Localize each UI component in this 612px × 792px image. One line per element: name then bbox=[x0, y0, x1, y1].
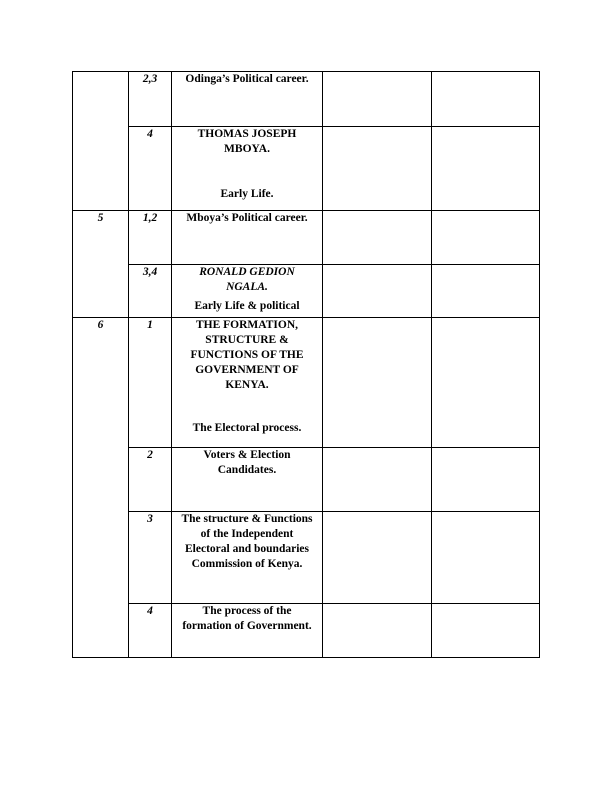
topic-heading-text: RONALD GEDION bbox=[199, 266, 295, 278]
objectives-cell bbox=[323, 512, 432, 604]
topic-cell bbox=[172, 265, 323, 318]
remarks-cell bbox=[432, 211, 540, 265]
objectives-cell bbox=[323, 72, 432, 127]
remarks-cell bbox=[432, 72, 540, 127]
remarks-cell bbox=[432, 604, 540, 658]
table-row bbox=[73, 448, 540, 512]
lesson-cell: 4 bbox=[129, 604, 172, 658]
lesson-cell: 2,3 bbox=[129, 72, 172, 127]
topic-cell bbox=[172, 211, 323, 265]
lesson-cell: 1 bbox=[129, 318, 172, 448]
topic-heading-text: NGALA. bbox=[226, 281, 268, 293]
remarks-cell bbox=[432, 448, 540, 512]
topic-cell bbox=[172, 318, 323, 448]
lesson-cell: 3,4 bbox=[129, 265, 172, 318]
topic-cell bbox=[172, 512, 323, 604]
subtopic-text: Early Life & political bbox=[194, 300, 300, 312]
topic-heading-text: KENYA. bbox=[225, 379, 269, 391]
objectives-cell bbox=[323, 211, 432, 265]
table-row bbox=[73, 211, 540, 265]
topic-text: formation of Government. bbox=[182, 620, 312, 632]
lesson-cell: 1,2 bbox=[129, 211, 172, 265]
topic-cell bbox=[172, 127, 323, 211]
remarks-cell bbox=[432, 512, 540, 604]
topic-heading-text: MBOYA. bbox=[224, 143, 270, 155]
lesson-cell: 3 bbox=[129, 512, 172, 604]
topic-text: The structure & Functions bbox=[181, 513, 313, 525]
topic-heading-text: GOVERNMENT OF bbox=[195, 364, 299, 376]
week-cell: 5 bbox=[73, 211, 129, 318]
table-row bbox=[73, 127, 540, 211]
objectives-cell bbox=[323, 604, 432, 658]
table-row bbox=[73, 512, 540, 604]
topic-text: Electoral and boundaries bbox=[185, 543, 309, 555]
remarks-cell bbox=[432, 318, 540, 448]
objectives-cell bbox=[323, 265, 432, 318]
table-row bbox=[73, 604, 540, 658]
topic-text: Voters & Election bbox=[203, 449, 291, 461]
table-row bbox=[73, 265, 540, 318]
remarks-cell bbox=[432, 265, 540, 318]
topic-text: Candidates. bbox=[217, 464, 277, 476]
week-cell: 6 bbox=[73, 318, 129, 658]
table-row bbox=[73, 72, 540, 127]
lesson-cell: 2 bbox=[129, 448, 172, 512]
lesson-cell: 4 bbox=[129, 127, 172, 211]
topic-text: The process of the bbox=[202, 605, 292, 617]
subtopic-text: Early Life. bbox=[220, 188, 274, 200]
topic-heading-text: STRUCTURE & bbox=[205, 334, 289, 346]
topic-text: Mboya’s Political career. bbox=[186, 212, 308, 224]
remarks-cell bbox=[432, 127, 540, 211]
subtopic-text: The Electoral process. bbox=[192, 422, 302, 434]
topic-heading-text: THE FORMATION, bbox=[195, 319, 298, 331]
objectives-cell bbox=[323, 127, 432, 211]
objectives-cell bbox=[323, 448, 432, 512]
topic-text: Commission of Kenya. bbox=[191, 558, 303, 570]
topic-heading-text: THOMAS JOSEPH bbox=[197, 128, 297, 140]
topic-cell bbox=[172, 604, 323, 658]
week-cell bbox=[73, 72, 129, 211]
scheme-of-work-table bbox=[72, 71, 540, 658]
topic-heading-text: FUNCTIONS OF THE bbox=[190, 349, 304, 361]
table-row bbox=[73, 318, 540, 448]
topic-text: Odinga’s Political career. bbox=[185, 73, 309, 85]
topic-cell bbox=[172, 448, 323, 512]
objectives-cell bbox=[323, 318, 432, 448]
topic-text: of the Independent bbox=[200, 528, 294, 540]
topic-cell bbox=[172, 72, 323, 127]
